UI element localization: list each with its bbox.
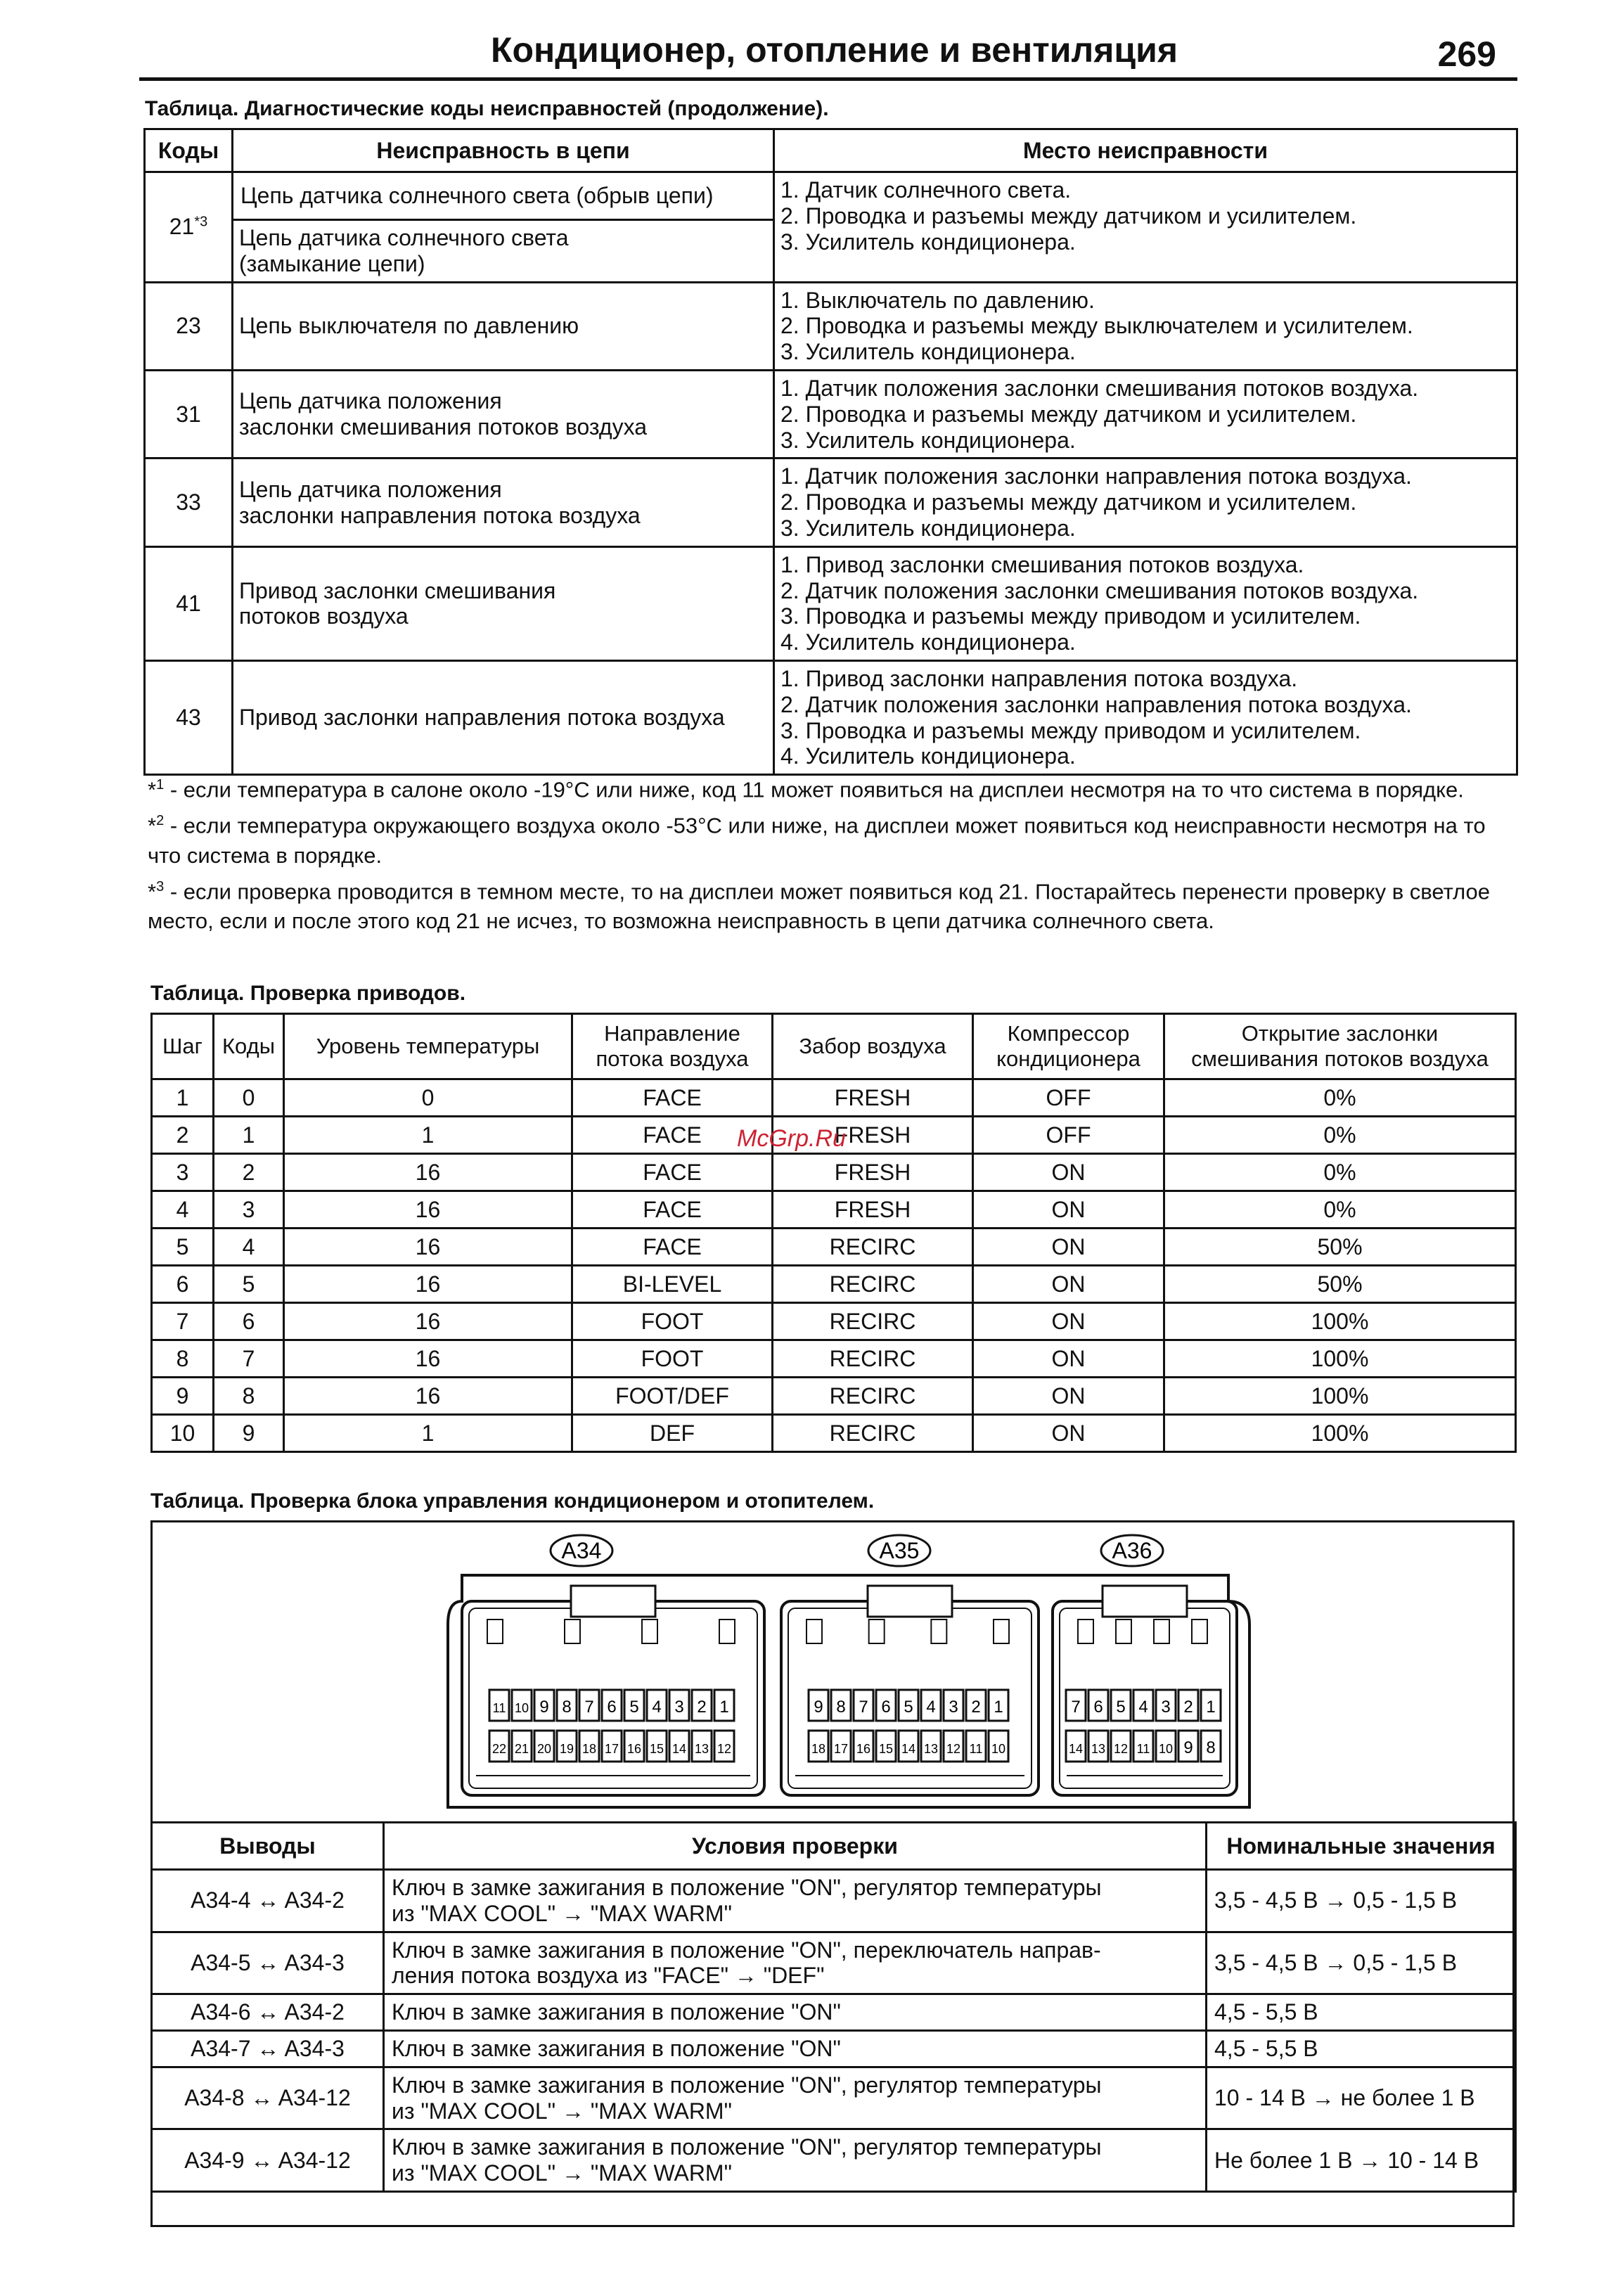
actuator-header-code: Коды bbox=[214, 1014, 284, 1079]
footnote-mark: * bbox=[148, 813, 157, 838]
connector-pin-number: 22 bbox=[491, 1742, 507, 1756]
dtc-location: 1. Датчик солнечного света. 2. Проводка и разъемы между датчиком и усилителем. 3. Усилитель кондиционера. bbox=[774, 172, 1517, 283]
actuator-header-temp-level: Уровень температуры bbox=[284, 1014, 572, 1079]
table-row bbox=[152, 2030, 1516, 2067]
actuator-cell-compressor: ON bbox=[973, 1266, 1164, 1303]
connector-diagram bbox=[153, 1522, 1512, 1821]
dtc-location: 1. Выключатель по давлению. 2. Проводка и разъемы между выключателем и усилителем. 3. Усилитель кондиционера. bbox=[774, 282, 1517, 370]
dtc-location: 1. Привод заслонки смешивания потоков воздуха. 2. Датчик положения заслонки смешивания потоков воздуха. 3. Проводка и разъемы между приводом и усилителем. 4. Усилитель кондиционера. bbox=[774, 546, 1517, 660]
control-unit-cell-conditions: Ключ в замке зажигания в положение "ON", переключатель направ- ления потока воздуха из "FACE" → "DEF" bbox=[384, 1932, 1207, 1994]
table-row bbox=[145, 370, 1517, 458]
control-unit-header-row bbox=[152, 1823, 1516, 1870]
connector-label: A35 bbox=[879, 1538, 920, 1563]
control-unit-cell-terminals: A34-5 ↔ A34-3 bbox=[152, 1932, 384, 1994]
connector-pin-number: 17 bbox=[604, 1742, 619, 1756]
dtc-location: 1. Датчик положения заслонки смешивания потоков воздуха. 2. Проводка и разъемы между датчиком и усилителем. 3. Усилитель кондиционера. bbox=[774, 370, 1517, 458]
dtc-code: 43 bbox=[145, 660, 233, 774]
connector-pin-number: 11 bbox=[492, 1701, 506, 1715]
page-header bbox=[139, 27, 1517, 81]
table-row bbox=[152, 1154, 1516, 1191]
connector-pin-number: 11 bbox=[969, 1742, 983, 1756]
actuator-cell-temp-level: 16 bbox=[284, 1340, 572, 1378]
connector-pin-number: 9 bbox=[1183, 1738, 1193, 1757]
connector-key bbox=[869, 1620, 885, 1643]
actuator-cell-code: 7 bbox=[214, 1340, 284, 1378]
actuator-cell-compressor: ON bbox=[973, 1191, 1164, 1229]
actuator-header-air-intake: Забор воздуха bbox=[773, 1014, 973, 1079]
actuator-header-compressor: Компрессор кондиционера bbox=[973, 1014, 1164, 1079]
actuator-header-step: Шаг bbox=[152, 1014, 214, 1079]
dtc-location: 1. Привод заслонки направления потока воздуха. 2. Датчик положения заслонки направления потока воздуха. 3. Проводка и разъемы между приводом и усилителем. 4. Усилитель кондиционера. bbox=[774, 660, 1517, 774]
actuator-table-caption: Таблица. Проверка приводов. bbox=[150, 982, 466, 1005]
connector-pin-number: 20 bbox=[536, 1742, 552, 1756]
dtc-circuit: Привод заслонки смешивания потоков воздуха bbox=[233, 546, 774, 660]
footnote-text: - если проверка проводится в темном месте, то на дисплеи может появиться код 21. Постарайтесь перенести проверку в светлое место, если и после этого код 21 не исчез, то возможна неисправность в цепи датчика солнечного света. bbox=[148, 878, 1491, 933]
footnote bbox=[148, 806, 1519, 870]
table-row bbox=[145, 660, 1517, 774]
connector-pin-number: 14 bbox=[1068, 1742, 1084, 1756]
actuator-cell-air-intake: RECIRC bbox=[773, 1229, 973, 1266]
dtc-header-row bbox=[145, 129, 1517, 172]
dtc-code: 23 bbox=[145, 282, 233, 370]
dtc-code: 31 bbox=[145, 370, 233, 458]
table-row bbox=[152, 1266, 1516, 1303]
connector-key bbox=[994, 1620, 1009, 1643]
footnote-text: - если температура окружающего воздуха около -53°С или ниже, на дисплеи может появиться код неисправности несмотря на то что система в порядке. bbox=[148, 813, 1486, 868]
actuator-cell-mix-door: 100% bbox=[1164, 1378, 1516, 1415]
actuator-cell-code: 2 bbox=[214, 1154, 284, 1191]
control-unit-cell-nominal: Не более 1 В → 10 - 14 В bbox=[1207, 2129, 1516, 2192]
connector-key bbox=[565, 1620, 580, 1643]
connector-key bbox=[1154, 1620, 1169, 1643]
connector-pin-number: 4 bbox=[652, 1698, 662, 1717]
connector-pin-number: 13 bbox=[694, 1742, 709, 1756]
table-row bbox=[152, 1303, 1516, 1340]
table-row bbox=[145, 282, 1517, 370]
connector-pin-number: 4 bbox=[1138, 1698, 1148, 1717]
connector-key bbox=[806, 1620, 822, 1643]
actuator-cell-step: 2 bbox=[152, 1117, 214, 1154]
actuator-cell-temp-level: 1 bbox=[284, 1117, 572, 1154]
control-unit-header-conditions: Условия проверки bbox=[384, 1823, 1207, 1870]
actuator-cell-temp-level: 1 bbox=[284, 1415, 572, 1452]
connector-pin-number: 4 bbox=[926, 1698, 936, 1717]
control-unit-table-body bbox=[152, 1870, 1516, 2192]
control-unit-cell-terminals: A34-8 ↔ A34-12 bbox=[152, 2067, 384, 2129]
connector-pin-number: 1 bbox=[719, 1698, 729, 1717]
connector-label: A36 bbox=[1112, 1538, 1152, 1563]
connector-pin-number: 7 bbox=[859, 1698, 868, 1717]
actuator-cell-compressor: ON bbox=[973, 1154, 1164, 1191]
dtc-code: 41 bbox=[145, 546, 233, 660]
actuator-cell-air-flow: FOOT bbox=[572, 1340, 773, 1378]
actuator-cell-compressor: ON bbox=[973, 1340, 1164, 1378]
actuator-cell-air-flow: FACE bbox=[572, 1079, 773, 1117]
actuator-cell-air-intake: FRESH bbox=[773, 1191, 973, 1229]
control-unit-cell-nominal: 4,5 - 5,5 В bbox=[1207, 2030, 1516, 2067]
control-unit-table bbox=[150, 1520, 1515, 2227]
dtc-circuit: Цепь датчика солнечного света (обрыв цепи) bbox=[233, 172, 774, 220]
connector-pin-number: 17 bbox=[833, 1742, 849, 1756]
connector-pin-number: 2 bbox=[971, 1698, 981, 1717]
connector-pin-number: 9 bbox=[814, 1698, 823, 1717]
dtc-code: 33 bbox=[145, 458, 233, 546]
actuator-cell-code: 0 bbox=[214, 1079, 284, 1117]
connector-label: A34 bbox=[561, 1538, 602, 1563]
table-row bbox=[152, 1340, 1516, 1378]
footnotes bbox=[148, 770, 1519, 937]
connector-pin-number: 13 bbox=[923, 1742, 939, 1756]
actuator-cell-compressor: ON bbox=[973, 1378, 1164, 1415]
dtc-code-value: 21 bbox=[169, 214, 195, 240]
control-unit-cell-conditions: Ключ в замке зажигания в положение "ON" bbox=[384, 1994, 1207, 2031]
control-unit-cell-terminals: A34-7 ↔ A34-3 bbox=[152, 2030, 384, 2067]
control-unit-header-terminals: Выводы bbox=[152, 1823, 384, 1870]
actuator-cell-temp-level: 16 bbox=[284, 1303, 572, 1340]
actuator-cell-code: 3 bbox=[214, 1191, 284, 1229]
actuator-cell-temp-level: 16 bbox=[284, 1154, 572, 1191]
actuator-cell-mix-door: 50% bbox=[1164, 1229, 1516, 1266]
table-row bbox=[145, 458, 1517, 546]
table-row bbox=[152, 1229, 1516, 1266]
connector-pin-number: 8 bbox=[836, 1698, 846, 1717]
table-row bbox=[152, 1932, 1516, 1994]
connector-pin-number: 10 bbox=[991, 1742, 1006, 1756]
page-title: Кондиционер, отопление и вентиляция bbox=[491, 30, 1178, 70]
connector-pin-number: 1 bbox=[1206, 1698, 1216, 1717]
connector-key bbox=[642, 1620, 657, 1643]
actuator-cell-air-flow: FOOT bbox=[572, 1303, 773, 1340]
dtc-header-circuit: Неисправность в цепи bbox=[233, 129, 774, 172]
control-unit-cell-conditions: Ключ в замке зажигания в положение "ON", регулятор температуры из "MAX COOL" → "MAX WARM" bbox=[384, 2067, 1207, 2129]
connector-pin-number: 16 bbox=[626, 1742, 642, 1756]
connector-key bbox=[1192, 1620, 1207, 1643]
footnote-mark: * bbox=[148, 878, 157, 904]
connector-pin-number: 8 bbox=[1206, 1738, 1216, 1757]
connector-latch bbox=[571, 1586, 655, 1617]
actuator-cell-air-flow: BI-LEVEL bbox=[572, 1266, 773, 1303]
dtc-circuit: Привод заслонки направления потока воздуха bbox=[233, 660, 774, 774]
connector-key bbox=[1078, 1620, 1093, 1643]
actuator-cell-air-flow: FACE bbox=[572, 1191, 773, 1229]
footnote-mark: * bbox=[148, 777, 157, 802]
actuator-cell-air-flow: FACE bbox=[572, 1229, 773, 1266]
connector-pin-number: 1 bbox=[994, 1698, 1003, 1717]
actuator-cell-air-flow: FACE bbox=[572, 1154, 773, 1191]
actuator-cell-step: 4 bbox=[152, 1191, 214, 1229]
connector-key bbox=[931, 1620, 946, 1643]
table-row bbox=[152, 1378, 1516, 1415]
control-unit-cell-conditions: Ключ в замке зажигания в положение "ON", регулятор температуры из "MAX COOL" → "MAX WARM" bbox=[384, 2129, 1207, 2192]
connector-pin-number: 16 bbox=[856, 1742, 871, 1756]
actuator-cell-temp-level: 16 bbox=[284, 1378, 572, 1415]
table-row bbox=[152, 1191, 1516, 1229]
actuator-cell-air-intake: RECIRC bbox=[773, 1378, 973, 1415]
actuator-cell-code: 9 bbox=[214, 1415, 284, 1452]
connector-pin-number: 15 bbox=[649, 1742, 664, 1756]
connector-pin-number: 11 bbox=[1136, 1742, 1150, 1756]
actuator-cell-code: 4 bbox=[214, 1229, 284, 1266]
dtc-header-location: Место неисправности bbox=[774, 129, 1517, 172]
page-number: 269 bbox=[1437, 34, 1496, 74]
dtc-circuit: Цепь выключателя по давлению bbox=[233, 282, 774, 370]
actuator-cell-step: 6 bbox=[152, 1266, 214, 1303]
actuator-cell-mix-door: 100% bbox=[1164, 1340, 1516, 1378]
table-row bbox=[145, 172, 1517, 220]
actuator-cell-air-flow: FOOT/DEF bbox=[572, 1378, 773, 1415]
actuator-cell-step: 5 bbox=[152, 1229, 214, 1266]
control-unit-cell-nominal: 10 - 14 В → не более 1 В bbox=[1207, 2067, 1516, 2129]
control-unit-cell-terminals: A34-9 ↔ A34-12 bbox=[152, 2129, 384, 2192]
footnote bbox=[148, 872, 1519, 936]
actuator-cell-air-intake: FRESH bbox=[773, 1117, 973, 1154]
connector-pin-number: 19 bbox=[559, 1742, 574, 1756]
actuator-cell-mix-door: 50% bbox=[1164, 1266, 1516, 1303]
connector-pin-number: 13 bbox=[1091, 1742, 1106, 1756]
actuator-cell-compressor: ON bbox=[973, 1229, 1164, 1266]
connector-pin-number: 6 bbox=[881, 1698, 891, 1717]
actuator-cell-step: 9 bbox=[152, 1378, 214, 1415]
footnote-number: 3 bbox=[156, 878, 165, 894]
actuator-cell-temp-level: 16 bbox=[284, 1266, 572, 1303]
control-unit-cell-nominal: 3,5 - 4,5 В → 0,5 - 1,5 В bbox=[1207, 1870, 1516, 1932]
actuator-cell-mix-door: 0% bbox=[1164, 1079, 1516, 1117]
actuator-cell-mix-door: 100% bbox=[1164, 1303, 1516, 1340]
control-unit-header-nominal: Номинальные значения bbox=[1207, 1823, 1516, 1870]
actuator-cell-compressor: OFF bbox=[973, 1117, 1164, 1154]
actuator-cell-air-intake: RECIRC bbox=[773, 1303, 973, 1340]
actuator-cell-air-intake: RECIRC bbox=[773, 1266, 973, 1303]
connector-pin-number: 2 bbox=[697, 1698, 707, 1717]
actuator-cell-mix-door: 0% bbox=[1164, 1154, 1516, 1191]
connector-pin-number: 14 bbox=[671, 1742, 687, 1756]
connector-pin-number: 6 bbox=[607, 1698, 617, 1717]
actuator-cell-temp-level: 16 bbox=[284, 1191, 572, 1229]
dtc-table-caption: Таблица. Диагностические коды неисправностей (продолжение). bbox=[145, 97, 829, 120]
control-unit-cell-nominal: 3,5 - 4,5 В → 0,5 - 1,5 В bbox=[1207, 1932, 1516, 1994]
actuator-header-air-flow: Направление потока воздуха bbox=[572, 1014, 773, 1079]
actuator-cell-temp-level: 0 bbox=[284, 1079, 572, 1117]
actuator-cell-compressor: OFF bbox=[973, 1079, 1164, 1117]
connector-pin-number: 15 bbox=[878, 1742, 894, 1756]
connector-pin-number: 10 bbox=[514, 1701, 529, 1715]
connector-pin-number: 3 bbox=[949, 1698, 958, 1717]
actuator-table bbox=[150, 1013, 1517, 1453]
actuator-cell-compressor: ON bbox=[973, 1303, 1164, 1340]
dtc-circuit: Цепь датчика положения заслонки направления потока воздуха bbox=[233, 458, 774, 546]
dtc-code bbox=[145, 172, 233, 283]
connector-pin-number: 5 bbox=[1116, 1698, 1126, 1717]
actuator-cell-temp-level: 16 bbox=[284, 1229, 572, 1266]
dtc-code-footnote-mark: *3 bbox=[194, 214, 208, 230]
actuator-cell-mix-door: 100% bbox=[1164, 1415, 1516, 1452]
connector-pin-number: 8 bbox=[562, 1698, 572, 1717]
connector-key bbox=[719, 1620, 735, 1643]
actuator-cell-air-flow: FACE bbox=[572, 1117, 773, 1154]
connector-latch bbox=[868, 1586, 952, 1617]
control-unit-cell-terminals: A34-6 ↔ A34-2 bbox=[152, 1994, 384, 2031]
actuator-cell-air-intake: FRESH bbox=[773, 1079, 973, 1117]
control-unit-cell-terminals: A34-4 ↔ A34-2 bbox=[152, 1870, 384, 1932]
control-unit-table-caption: Таблица. Проверка блока управления кондиционером и отопителем. bbox=[150, 1489, 875, 1513]
dtc-location: 1. Датчик положения заслонки направления потока воздуха. 2. Проводка и разъемы между датчиком и усилителем. 3. Усилитель кондиционера. bbox=[774, 458, 1517, 546]
actuator-header-row bbox=[152, 1014, 1516, 1079]
dtc-circuit: Цепь датчика солнечного света (замыкание цепи) bbox=[233, 220, 774, 283]
actuator-cell-step: 10 bbox=[152, 1415, 214, 1452]
actuator-cell-air-flow: DEF bbox=[572, 1415, 773, 1452]
control-unit-cell-conditions: Ключ в замке зажигания в положение "ON" bbox=[384, 2030, 1207, 2067]
watermark-text: McGrp.Ru bbox=[737, 1125, 846, 1152]
table-row bbox=[152, 1079, 1516, 1117]
control-unit-check-table bbox=[150, 1821, 1517, 2193]
connector-pin-number: 5 bbox=[629, 1698, 639, 1717]
control-unit-cell-conditions: Ключ в замке зажигания в положение "ON", регулятор температуры из "MAX COOL" → "MAX WARM" bbox=[384, 1870, 1207, 1932]
actuator-cell-air-intake: RECIRC bbox=[773, 1415, 973, 1452]
actuator-header-mix-door: Открытие заслонки смешивания потоков воздуха bbox=[1164, 1014, 1516, 1079]
connector-pin-number: 9 bbox=[539, 1698, 549, 1717]
table-row bbox=[152, 1870, 1516, 1932]
connector-pin-number: 7 bbox=[1071, 1698, 1081, 1717]
actuator-cell-step: 7 bbox=[152, 1303, 214, 1340]
connector-pin-number: 21 bbox=[514, 1742, 529, 1756]
connector-pin-number: 12 bbox=[946, 1742, 961, 1756]
actuator-cell-air-intake: RECIRC bbox=[773, 1340, 973, 1378]
table-row bbox=[145, 546, 1517, 660]
connector-pin-number: 2 bbox=[1183, 1698, 1193, 1717]
actuator-cell-compressor: ON bbox=[973, 1415, 1164, 1452]
actuator-cell-step: 8 bbox=[152, 1340, 214, 1378]
connector-pin-number: 6 bbox=[1093, 1698, 1103, 1717]
connector-latch bbox=[1103, 1586, 1187, 1617]
control-unit-cell-nominal: 4,5 - 5,5 В bbox=[1207, 1994, 1516, 2031]
actuator-cell-code: 1 bbox=[214, 1117, 284, 1154]
actuator-cell-code: 6 bbox=[214, 1303, 284, 1340]
connector-pin-number: 12 bbox=[1113, 1742, 1129, 1756]
footnote-text: - если температура в салоне около -19°С или ниже, код 11 может появиться на дисплеи несмотря на то что система в порядке. bbox=[164, 777, 1464, 802]
actuator-cell-mix-door: 0% bbox=[1164, 1191, 1516, 1229]
actuator-cell-code: 8 bbox=[214, 1378, 284, 1415]
connector-pin-number: 3 bbox=[1161, 1698, 1171, 1717]
table-row bbox=[152, 2129, 1516, 2192]
connector-pin-number: 18 bbox=[811, 1742, 826, 1756]
connector-key bbox=[1116, 1620, 1131, 1643]
connector-pin-number: 18 bbox=[581, 1742, 597, 1756]
connector-pin-number: 5 bbox=[904, 1698, 913, 1717]
dtc-circuit: Цепь датчика положения заслонки смешивания потоков воздуха bbox=[233, 370, 774, 458]
footnote-number: 2 bbox=[156, 813, 165, 829]
footnote-number: 1 bbox=[156, 777, 165, 793]
connector-pin-number: 12 bbox=[716, 1742, 732, 1756]
dtc-table bbox=[143, 128, 1518, 776]
actuator-cell-step: 1 bbox=[152, 1079, 214, 1117]
actuator-cell-code: 5 bbox=[214, 1266, 284, 1303]
connector-pin-number: 7 bbox=[584, 1698, 594, 1717]
footnote bbox=[148, 770, 1519, 804]
table-row bbox=[152, 1415, 1516, 1452]
actuator-cell-mix-door: 0% bbox=[1164, 1117, 1516, 1154]
actuator-cell-air-intake: FRESH bbox=[773, 1154, 973, 1191]
dtc-header-code: Коды bbox=[145, 129, 233, 172]
table-row bbox=[152, 2067, 1516, 2129]
connector-pin-number: 3 bbox=[674, 1698, 684, 1717]
connector-pin-number: 14 bbox=[901, 1742, 916, 1756]
connector-pin-number: 10 bbox=[1158, 1742, 1174, 1756]
connector-key bbox=[487, 1620, 503, 1643]
actuator-cell-step: 3 bbox=[152, 1154, 214, 1191]
table-row bbox=[152, 1994, 1516, 2031]
